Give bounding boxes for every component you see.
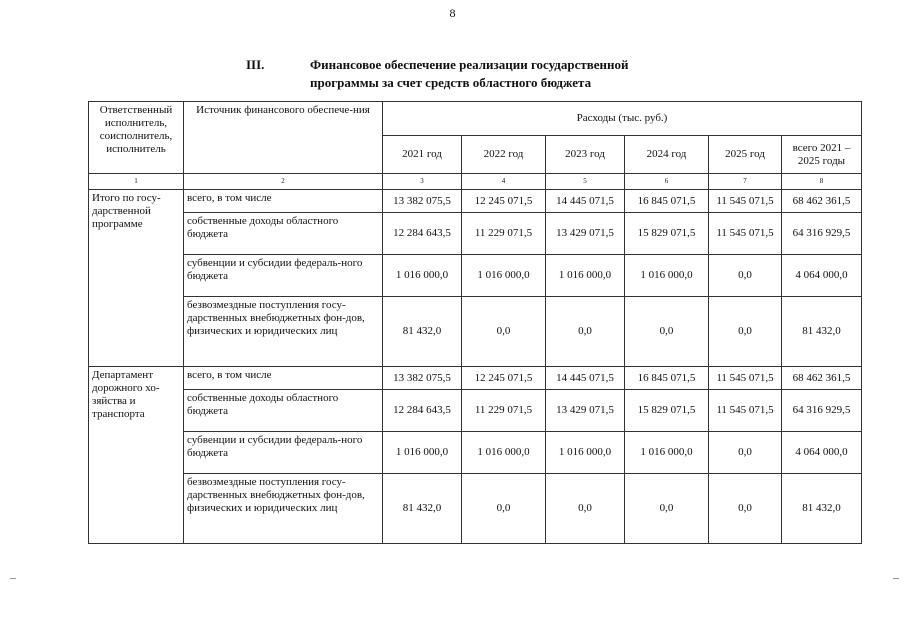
value-cell: 11 545 071,5 [709,390,782,432]
value-cell: 15 829 071,5 [625,213,709,255]
source-cell: субвенции и субсидии федераль-ного бюджета [184,432,383,474]
table-row [89,390,862,432]
header-year-2021: 2021 год [383,136,462,174]
value-cell: 14 445 071,5 [546,190,625,213]
value-cell: 81 432,0 [383,474,462,544]
executor-cell: Итого по госу-дарственной программе [89,190,184,367]
value-cell: 16 845 071,5 [625,190,709,213]
margin-mark [10,578,16,579]
value-cell: 81 432,0 [782,474,862,544]
header-source: Источник финансового обеспече-ния [184,102,383,174]
value-cell: 0,0 [462,297,546,367]
value-cell: 12 284 643,5 [383,390,462,432]
value-cell: 0,0 [546,474,625,544]
value-cell: 1 016 000,0 [462,432,546,474]
value-cell: 11 545 071,5 [709,213,782,255]
header-expenses: Расходы (тыс. руб.) [383,102,862,136]
value-cell: 0,0 [625,297,709,367]
table-row [89,367,862,390]
value-cell: 0,0 [709,474,782,544]
value-cell: 4 064 000,0 [782,255,862,297]
header-year-2025: 2025 год [709,136,782,174]
page-number: 8 [449,6,456,20]
table-row [89,190,862,213]
value-cell: 15 829 071,5 [625,390,709,432]
value-cell: 11 229 071,5 [462,213,546,255]
header-total: всего 2021 – 2025 годы [782,136,862,174]
value-cell: 1 016 000,0 [546,255,625,297]
value-cell: 16 845 071,5 [625,367,709,390]
value-cell: 13 429 071,5 [546,390,625,432]
column-number: 6 [625,174,709,190]
column-number: 5 [546,174,625,190]
value-cell: 0,0 [546,297,625,367]
value-cell: 0,0 [462,474,546,544]
header-executor: Ответственный исполнитель, соисполнитель, исполнитель [89,102,184,174]
financing-table [88,101,862,544]
value-cell: 13 382 075,5 [383,367,462,390]
source-cell: собственные доходы областного бюджета [184,390,383,432]
source-cell: всего, в том числе [184,190,383,213]
value-cell: 4 064 000,0 [782,432,862,474]
value-cell: 81 432,0 [782,297,862,367]
column-number: 8 [782,174,862,190]
table-row [89,213,862,255]
value-cell: 13 382 075,5 [383,190,462,213]
value-cell: 11 545 071,5 [709,367,782,390]
value-cell: 13 429 071,5 [546,213,625,255]
section-title-line-1: Финансовое обеспечение реализации государственной [310,57,629,72]
value-cell: 12 245 071,5 [462,367,546,390]
header-year-2022: 2022 год [462,136,546,174]
column-number: 7 [709,174,782,190]
value-cell: 0,0 [709,297,782,367]
section-number: III. [246,57,265,72]
table-row [89,297,862,367]
column-number: 2 [184,174,383,190]
value-cell: 1 016 000,0 [383,432,462,474]
value-cell: 1 016 000,0 [625,255,709,297]
value-cell: 14 445 071,5 [546,367,625,390]
source-cell: субвенции и субсидии федераль-ного бюджета [184,255,383,297]
table-row [89,474,862,544]
executor-cell: Департамент дорожного хо-зяйства и транспорта [89,367,184,544]
source-cell: собственные доходы областного бюджета [184,213,383,255]
header-year-2024: 2024 год [625,136,709,174]
value-cell: 12 245 071,5 [462,190,546,213]
value-cell: 11 229 071,5 [462,390,546,432]
value-cell: 11 545 071,5 [709,190,782,213]
column-number: 3 [383,174,462,190]
value-cell: 64 316 929,5 [782,213,862,255]
value-cell: 1 016 000,0 [462,255,546,297]
value-cell: 81 432,0 [383,297,462,367]
section-title-line-2: программы за счет средств областного бюджета [310,75,592,90]
margin-mark [893,578,899,579]
value-cell: 64 316 929,5 [782,390,862,432]
value-cell: 0,0 [709,432,782,474]
value-cell: 1 016 000,0 [383,255,462,297]
value-cell: 0,0 [709,255,782,297]
table-row [89,255,862,297]
column-number: 4 [462,174,546,190]
value-cell: 0,0 [625,474,709,544]
source-cell: безвозмездные поступления госу-дарственных внебюджетных фон-дов, физических и юридических лиц [184,297,383,367]
value-cell: 68 462 361,5 [782,367,862,390]
header-year-2023: 2023 год [546,136,625,174]
value-cell: 12 284 643,5 [383,213,462,255]
value-cell: 68 462 361,5 [782,190,862,213]
column-number: 1 [89,174,184,190]
source-cell: всего, в том числе [184,367,383,390]
value-cell: 1 016 000,0 [625,432,709,474]
table-row [89,432,862,474]
source-cell: безвозмездные поступления госу-дарственных внебюджетных фон-дов, физических и юридических лиц [184,474,383,544]
value-cell: 1 016 000,0 [546,432,625,474]
